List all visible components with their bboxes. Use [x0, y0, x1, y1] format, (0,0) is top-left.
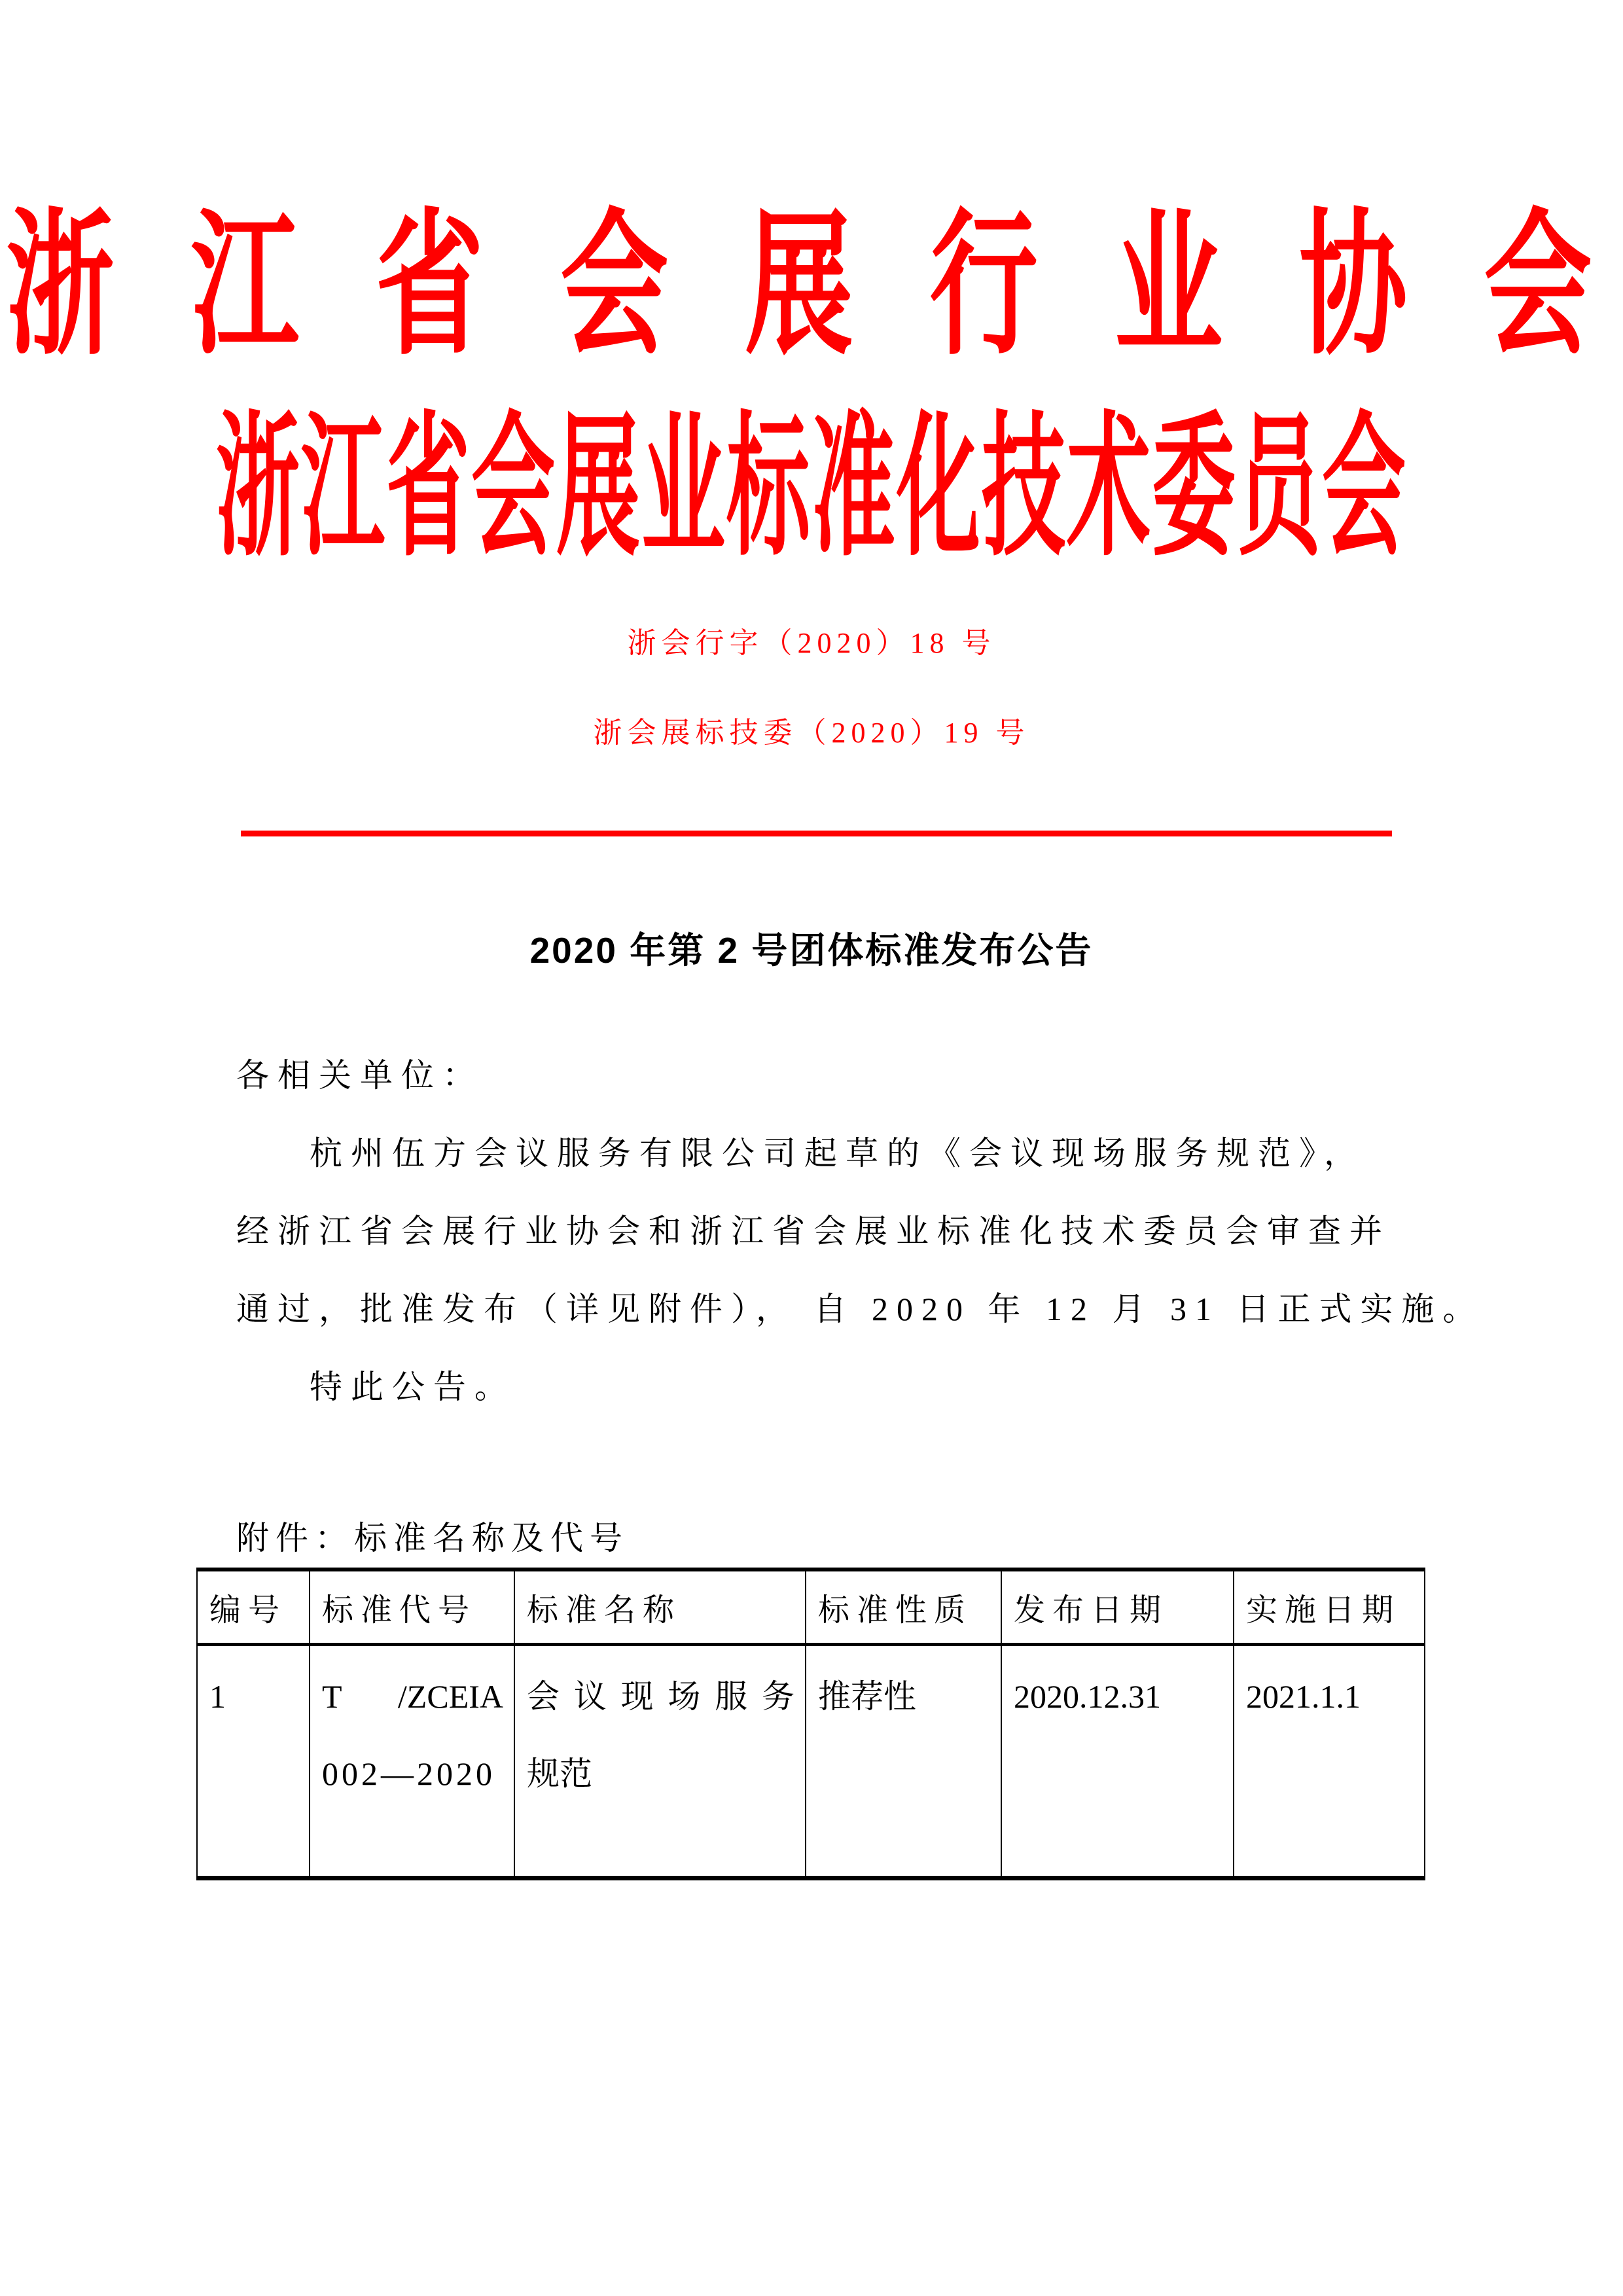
- standard-name-line-2: 规范: [527, 1755, 592, 1792]
- standard-nature: 推荐性: [818, 1678, 916, 1715]
- table-row: [197, 1645, 1425, 1878]
- row-number: 1: [209, 1678, 226, 1715]
- header-cell-impldate: 实施日期: [1234, 1570, 1425, 1645]
- cell-implement-date: [1234, 1645, 1425, 1878]
- body-paragraph: [236, 1037, 1484, 1426]
- red-divider-line: [241, 831, 1392, 836]
- attachment-label: 附件：标准名称及代号: [236, 1520, 629, 1556]
- document-number-1: 浙会行字（2020）18 号: [627, 627, 996, 659]
- salutation-line: 各相关单位：: [236, 1057, 484, 1094]
- cell-publish-date: [1001, 1645, 1234, 1878]
- body-line-3: 通过，批准发布（详见附件）， 自 2020 年 12 月 31 日正式实施。: [236, 1291, 1484, 1327]
- org-title-line-2: 浙江省会展业标准化技术委员会: [215, 403, 1407, 575]
- header-cell-code: 标准代号: [310, 1570, 514, 1645]
- cell-code: [310, 1645, 514, 1878]
- publish-date: 2020.12.31: [1014, 1678, 1161, 1715]
- implement-date: 2021.1.1: [1246, 1678, 1361, 1715]
- header-cell-nature: 标准性质: [806, 1570, 1001, 1645]
- cell-nature: [806, 1645, 1001, 1878]
- body-line-2: 经浙江省会展行业协会和浙江省会展业标准化技术委员会审查并: [236, 1213, 1391, 1249]
- cell-name: [514, 1645, 806, 1878]
- standard-code-line-1: T /ZCEIA: [322, 1678, 503, 1715]
- announcement-title: 2020 年第 2 号团体标准发布公告: [529, 930, 1094, 971]
- header-cell-name: 标准名称: [514, 1570, 806, 1645]
- standards-table: [196, 1568, 1425, 1880]
- table-header-row: [197, 1570, 1425, 1645]
- standard-name-line-1: 会 议 现 场 服 务: [527, 1678, 794, 1715]
- header-cell-pubdate: 发布日期: [1001, 1570, 1234, 1645]
- org-title-line-1: 浙 江 省 会 展 行 业 协 会: [6, 199, 1617, 374]
- standard-code-line-2: 002—2020: [322, 1755, 495, 1792]
- body-line-1: 杭州伍方会议服务有限公司起草的《会议现场服务规范》，: [310, 1135, 1365, 1172]
- document-number-2: 浙会展标技委（2020）19 号: [593, 717, 1030, 749]
- header-cell-no: 编号: [197, 1570, 310, 1645]
- cell-no: [197, 1645, 310, 1878]
- closing-line: 特此公告。: [310, 1369, 516, 1405]
